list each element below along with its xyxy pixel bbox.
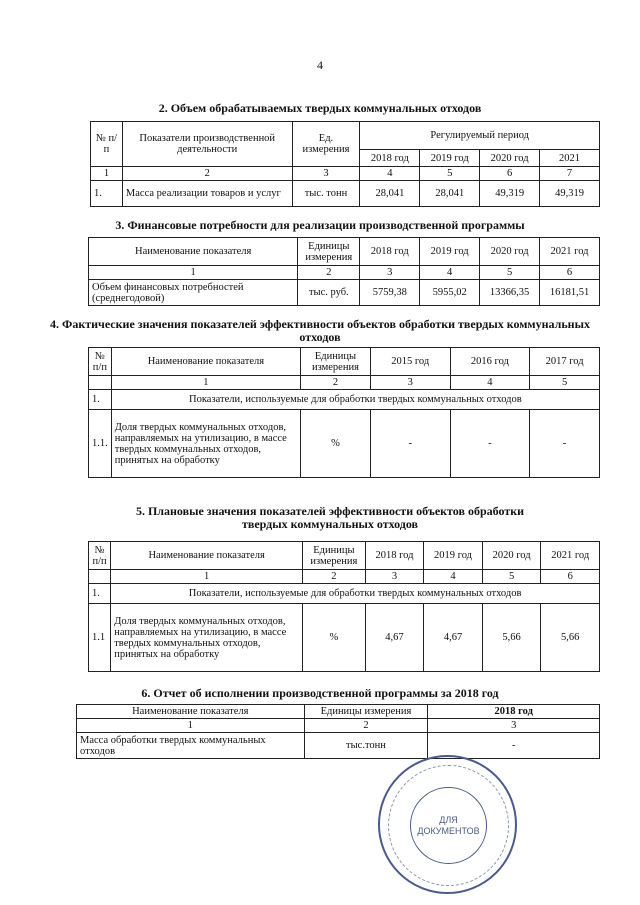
table-row	[89, 604, 600, 672]
table-row	[77, 733, 600, 759]
column-index: 6	[540, 266, 600, 280]
column-index: 3	[365, 570, 424, 584]
col-header-unit: Единицы измерения	[304, 705, 428, 719]
row-value: 5955,02	[420, 280, 480, 306]
col-header-year: 2019 год	[420, 150, 480, 167]
section-3-title: 3. Финансовые потребности для реализации производственной программы	[115, 218, 525, 232]
table-group-row	[89, 390, 600, 410]
column-index: 3	[428, 719, 600, 733]
column-index: 2	[122, 167, 292, 181]
row-value: 5,66	[482, 604, 541, 672]
row-unit: %	[301, 410, 371, 478]
table-report-2018	[76, 704, 600, 759]
column-index: 3	[292, 167, 360, 181]
row-value: 49,319	[480, 181, 540, 207]
column-index: 4	[420, 266, 480, 280]
row-value: 5759,38	[360, 280, 420, 306]
col-header-indicator: Наименование показателя	[111, 542, 303, 570]
column-index: 3	[360, 266, 420, 280]
column-index: 4	[360, 167, 420, 181]
col-header-year: 2018 год	[428, 705, 600, 719]
row-unit: тыс. руб.	[298, 280, 360, 306]
row-number: 1.1.	[89, 410, 112, 478]
col-header-year: 2019 год	[420, 238, 480, 266]
official-seal	[378, 755, 517, 894]
row-unit: %	[303, 604, 366, 672]
col-header-year: 2019 год	[424, 542, 483, 570]
col-header-year: 2020 год	[482, 542, 541, 570]
col-header-unit: Единицы измерения	[301, 348, 371, 376]
row-value: 49,319	[540, 181, 600, 207]
column-index: 5	[530, 376, 600, 390]
seal-center-label: ДЛЯ ДОКУМЕНТОВ	[410, 787, 487, 864]
table-actual-efficiency	[88, 347, 600, 478]
column-index: 4	[424, 570, 483, 584]
column-index: 2	[304, 719, 428, 733]
col-header-year: 2021	[540, 150, 600, 167]
column-index: 6	[541, 570, 600, 584]
row-value: 28,041	[420, 181, 480, 207]
row-unit: тыс.тонн	[304, 733, 428, 759]
column-index: 1	[111, 376, 300, 390]
column-index: 2	[298, 266, 360, 280]
col-header-year: 2018 год	[360, 150, 420, 167]
column-index: 1	[89, 266, 298, 280]
column-index: 5	[480, 266, 540, 280]
row-indicator-name: Масса реализации товаров и услуг	[122, 181, 292, 207]
row-indicator-name: Масса обработки твердых коммунальных отходов	[77, 733, 305, 759]
row-value: -	[428, 733, 600, 759]
column-index: 1	[91, 167, 123, 181]
page-number: 4	[317, 58, 323, 72]
col-header-indicator: Наименование показателя	[77, 705, 305, 719]
col-header-year: 2020 год	[480, 150, 540, 167]
row-value: 28,041	[360, 181, 420, 207]
column-index: 7	[540, 167, 600, 181]
table-row	[91, 181, 600, 207]
table-volume	[90, 121, 600, 207]
row-indicator-name: Доля твердых коммунальных отходов, направляемых на утилизацию, в массе твердых коммунальных отходов, принятых на обработку	[111, 410, 300, 478]
row-number: 1.	[91, 181, 123, 207]
col-header-indicator: Показатели производственной деятельности	[122, 122, 292, 167]
table-row	[89, 410, 600, 478]
column-index: 6	[480, 167, 540, 181]
column-index: 3	[370, 376, 450, 390]
col-header-number: № п/п	[89, 542, 111, 570]
col-header-year: 2018 год	[360, 238, 420, 266]
column-index: 2	[301, 376, 371, 390]
table-finance	[88, 237, 600, 306]
col-header-year: 2015 год	[370, 348, 450, 376]
row-unit: тыс. тонн	[292, 181, 360, 207]
group-label: Показатели, используемые для обработки твердых коммунальных отходов	[111, 390, 599, 410]
table-planned-efficiency	[88, 541, 600, 672]
row-value: 4,67	[365, 604, 424, 672]
row-value: 4,67	[424, 604, 483, 672]
group-number: 1.	[89, 584, 111, 604]
col-header-unit: Единицы измерения	[298, 238, 360, 266]
section-4-title: 4. Фактические значения показателей эффективности объектов обработки твердых коммунальных отходов	[50, 317, 590, 344]
row-value: 5,66	[541, 604, 600, 672]
row-indicator-name: Доля твердых коммунальных отходов, направляемых на утилизацию, в массе твердых коммунальных отходов, принятых на обработку	[111, 604, 303, 672]
column-index: 1	[111, 570, 303, 584]
column-index: 5	[420, 167, 480, 181]
col-header-indicator: Наименование показателя	[111, 348, 300, 376]
column-index: 1	[77, 719, 305, 733]
group-label: Показатели, используемые для обработки твердых коммунальных отходов	[111, 584, 600, 604]
col-header-year: 2016 год	[450, 348, 530, 376]
row-value: 16181,51	[540, 280, 600, 306]
col-header-number: № п/п	[91, 122, 123, 167]
col-header-year: 2020 год	[480, 238, 540, 266]
col-header-year: 2017 год	[530, 348, 600, 376]
column-index: 4	[450, 376, 530, 390]
row-value: -	[530, 410, 600, 478]
col-header-unit: Ед. измерения	[292, 122, 360, 167]
row-value: -	[450, 410, 530, 478]
row-indicator-name: Объем финансовых потребностей (среднегодовой)	[89, 280, 298, 306]
row-value: -	[370, 410, 450, 478]
section-2-title: 2. Объем обрабатываемых твердых коммунальных отходов	[158, 101, 482, 115]
col-header-year: 2021 год	[541, 542, 600, 570]
row-value: 13366,35	[480, 280, 540, 306]
col-header-period: Регулируемый период	[360, 122, 600, 150]
table-group-row	[89, 584, 600, 604]
col-header-year: 2018 год	[365, 542, 424, 570]
section-5-title: 5. Плановые значения показателей эффективности объектов обработки твердых коммунальных отходов	[135, 504, 525, 531]
col-header-indicator: Наименование показателя	[89, 238, 298, 266]
section-6-title: 6. Отчет об исполнении производственной программы за 2018 год	[141, 686, 499, 700]
column-index: 5	[482, 570, 541, 584]
col-header-year: 2021 год	[540, 238, 600, 266]
col-header-unit: Единицы измерения	[303, 542, 366, 570]
group-number: 1.	[89, 390, 112, 410]
table-row	[89, 280, 600, 306]
column-index: 2	[303, 570, 366, 584]
row-number: 1.1	[89, 604, 111, 672]
col-header-number: № п/п	[89, 348, 112, 376]
